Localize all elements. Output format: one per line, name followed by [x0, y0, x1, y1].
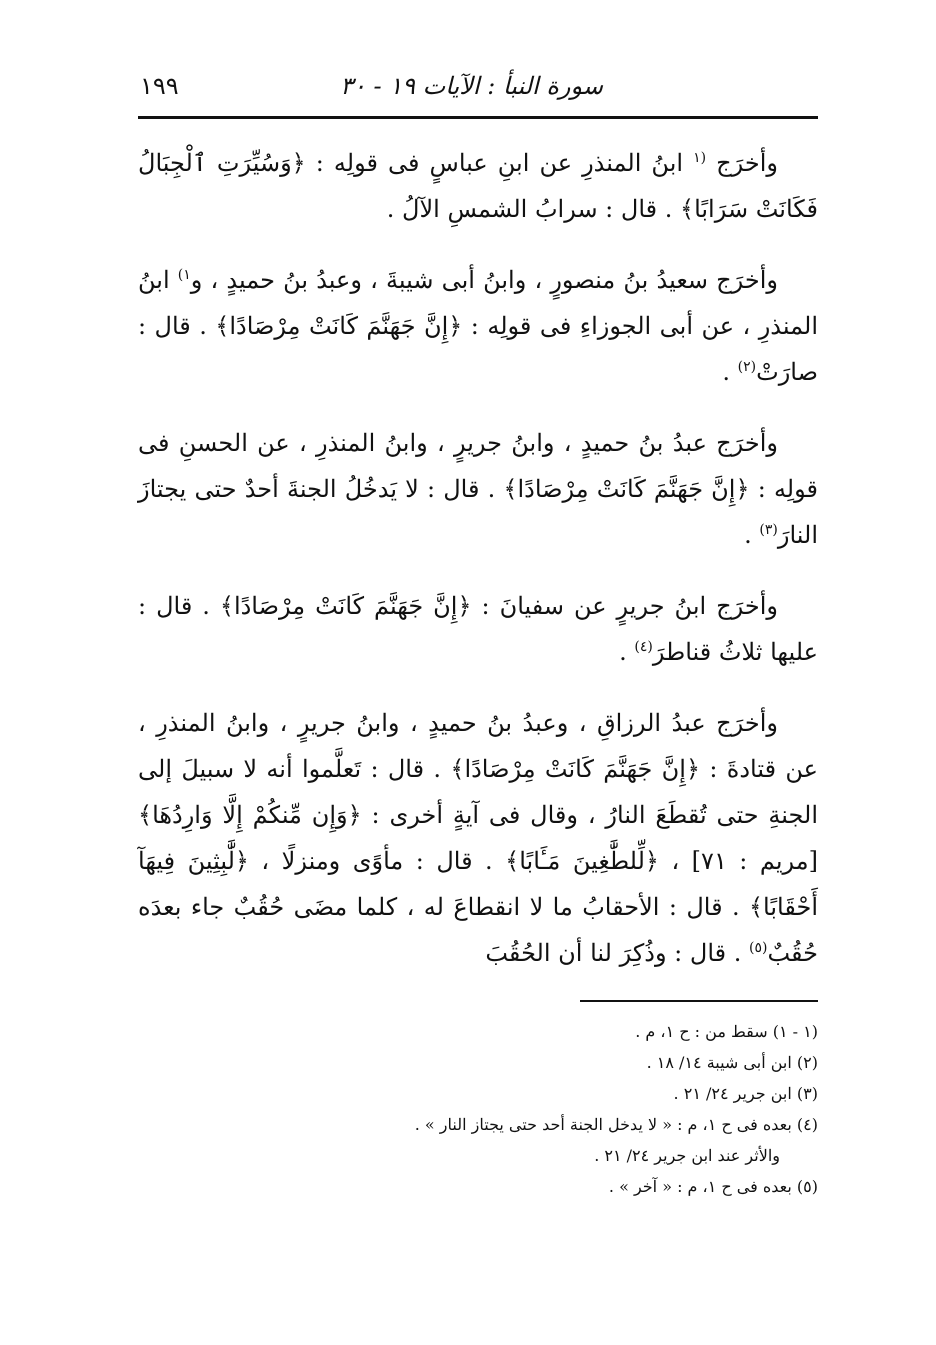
footnote-1: (١ - ١) سقط من : ح ١، م .: [635, 1022, 818, 1041]
page-number: ١٩٩: [140, 72, 179, 100]
header-rule: [138, 116, 818, 119]
paragraph-lead: وأخرَج: [716, 149, 778, 177]
paragraph-5: [138, 700, 818, 976]
footnote-rule: [580, 1000, 818, 1002]
paragraph-text: . قال : وذُكِرَ لنا أن الحُقُبَ: [485, 939, 749, 967]
footnote-ref: (٣): [759, 522, 778, 538]
main-text: [138, 140, 818, 1001]
footnote-5: (٥) بعده فى ح ١، م : « آخر » .: [608, 1177, 818, 1196]
paragraph-lead: وأخرَج: [716, 266, 778, 294]
footnote-ref: (٢): [737, 359, 757, 375]
paragraph-text: عبدُ الرزاقِ ، وعبدُ بنُ حميدٍ ، وابنُ جريرٍ ، وابنُ المنذرِ ، عن قتادةَ : ﴿إِنَّ جَهَنَّمَ كَانَتْ مِرْصَادًا﴾ . قال : تَعلَّموا أنه لا سبيلَ إلى الجنةِ حتى تُقطَعَ النارُ ، وقال فى آيةٍ أخرى : ﴿وَإِن مِّنكُمْ إِلَّا وَارِدُهَا﴾ [مريم : ٧١] ، ﴿لِّلطَّٰغِينَ مَـَٔابًا﴾ . قال : مأوًى ومنزلًا ، ﴿لَّٰبِثِينَ فِيهَآ أَحْقَابًا﴾ . قال : الأحقابُ ما لا انقطاعَ له ، كلما مضَى حُقُبٌ جاء بعدَه حُقُبٌ: [138, 709, 818, 967]
footnote-2: (٢) ابن أبى شيبة ١٤/ ١٨ .: [646, 1053, 818, 1072]
footnote-ref: (١: [693, 150, 707, 166]
paragraph-tail: .: [744, 521, 760, 549]
footnotes: [138, 1016, 818, 1202]
footnote-4-continuation: والأثر عند ابن جرير ٢٤/ ٢١ .: [594, 1146, 780, 1165]
paragraph-lead: وأخرَج: [716, 429, 778, 457]
paragraph-lead: وأخرَج: [716, 592, 778, 620]
paragraph-3: [138, 420, 818, 558]
paragraph-text: عبدُ بنُ حميدٍ ، وابنُ جريرٍ ، وابنُ المنذرِ ، عن الحسنِ فى قولِه : ﴿إِنَّ جَهَنَّمَ كَانَتْ مِرْصَادًا﴾ . قال : لا يَدخُلُ الجنةَ أحدٌ حتى يجتازَ النارَ: [138, 429, 818, 549]
footnote-3: (٣) ابن جرير ٢٤/ ٢١ .: [673, 1084, 818, 1103]
paragraph-text: سعيدُ بنُ منصورٍ ، وابنُ أبى شيبةَ ، وعبدُ بنُ حميدٍ ، و: [190, 266, 709, 294]
page-header: [138, 66, 818, 110]
footnote-ref: (٥): [748, 940, 768, 956]
paragraph-text: ابنُ المنذرِ عن ابنِ عباسٍ فى قولِه : ﴿وَسُيِّرَتِ ٱلْجِبَالُ فَكَانَتْ سَرَابًا﴾ . قال : سرابُ الشمسِ الآلُ .: [138, 149, 818, 223]
paragraph-text: ابنُ جريرٍ عن سفيانَ : ﴿إِنَّ جَهَنَّمَ كَانَتْ مِرْصَادًا﴾ . قال : عليها ثلاثُ قناطرَ: [138, 592, 818, 666]
running-head: سورة النبأ : الآيات ١٩ - ٣٠: [340, 72, 603, 100]
paragraph-text: ابنُ المنذرِ ، عن أبى الجوزاءِ فى قولِه : ﴿إِنَّ جَهَنَّمَ كَانَتْ مِرْصَادًا﴾ . قال : صارَتْ: [138, 266, 818, 386]
paragraph-tail: .: [619, 638, 635, 666]
paragraph-2: [138, 257, 818, 395]
footnote-ref: (٤): [634, 639, 653, 655]
paragraph-lead: وأخرَج: [716, 709, 778, 737]
paragraph-1: [138, 140, 818, 232]
paragraph-tail: .: [722, 358, 738, 386]
paragraph-4: [138, 583, 818, 675]
footnote-ref: ١): [177, 267, 191, 283]
footnote-4: (٤) بعده فى ح ١، م : « لا يدخل الجنة أحد حتى يجتاز النار » .: [414, 1115, 818, 1134]
